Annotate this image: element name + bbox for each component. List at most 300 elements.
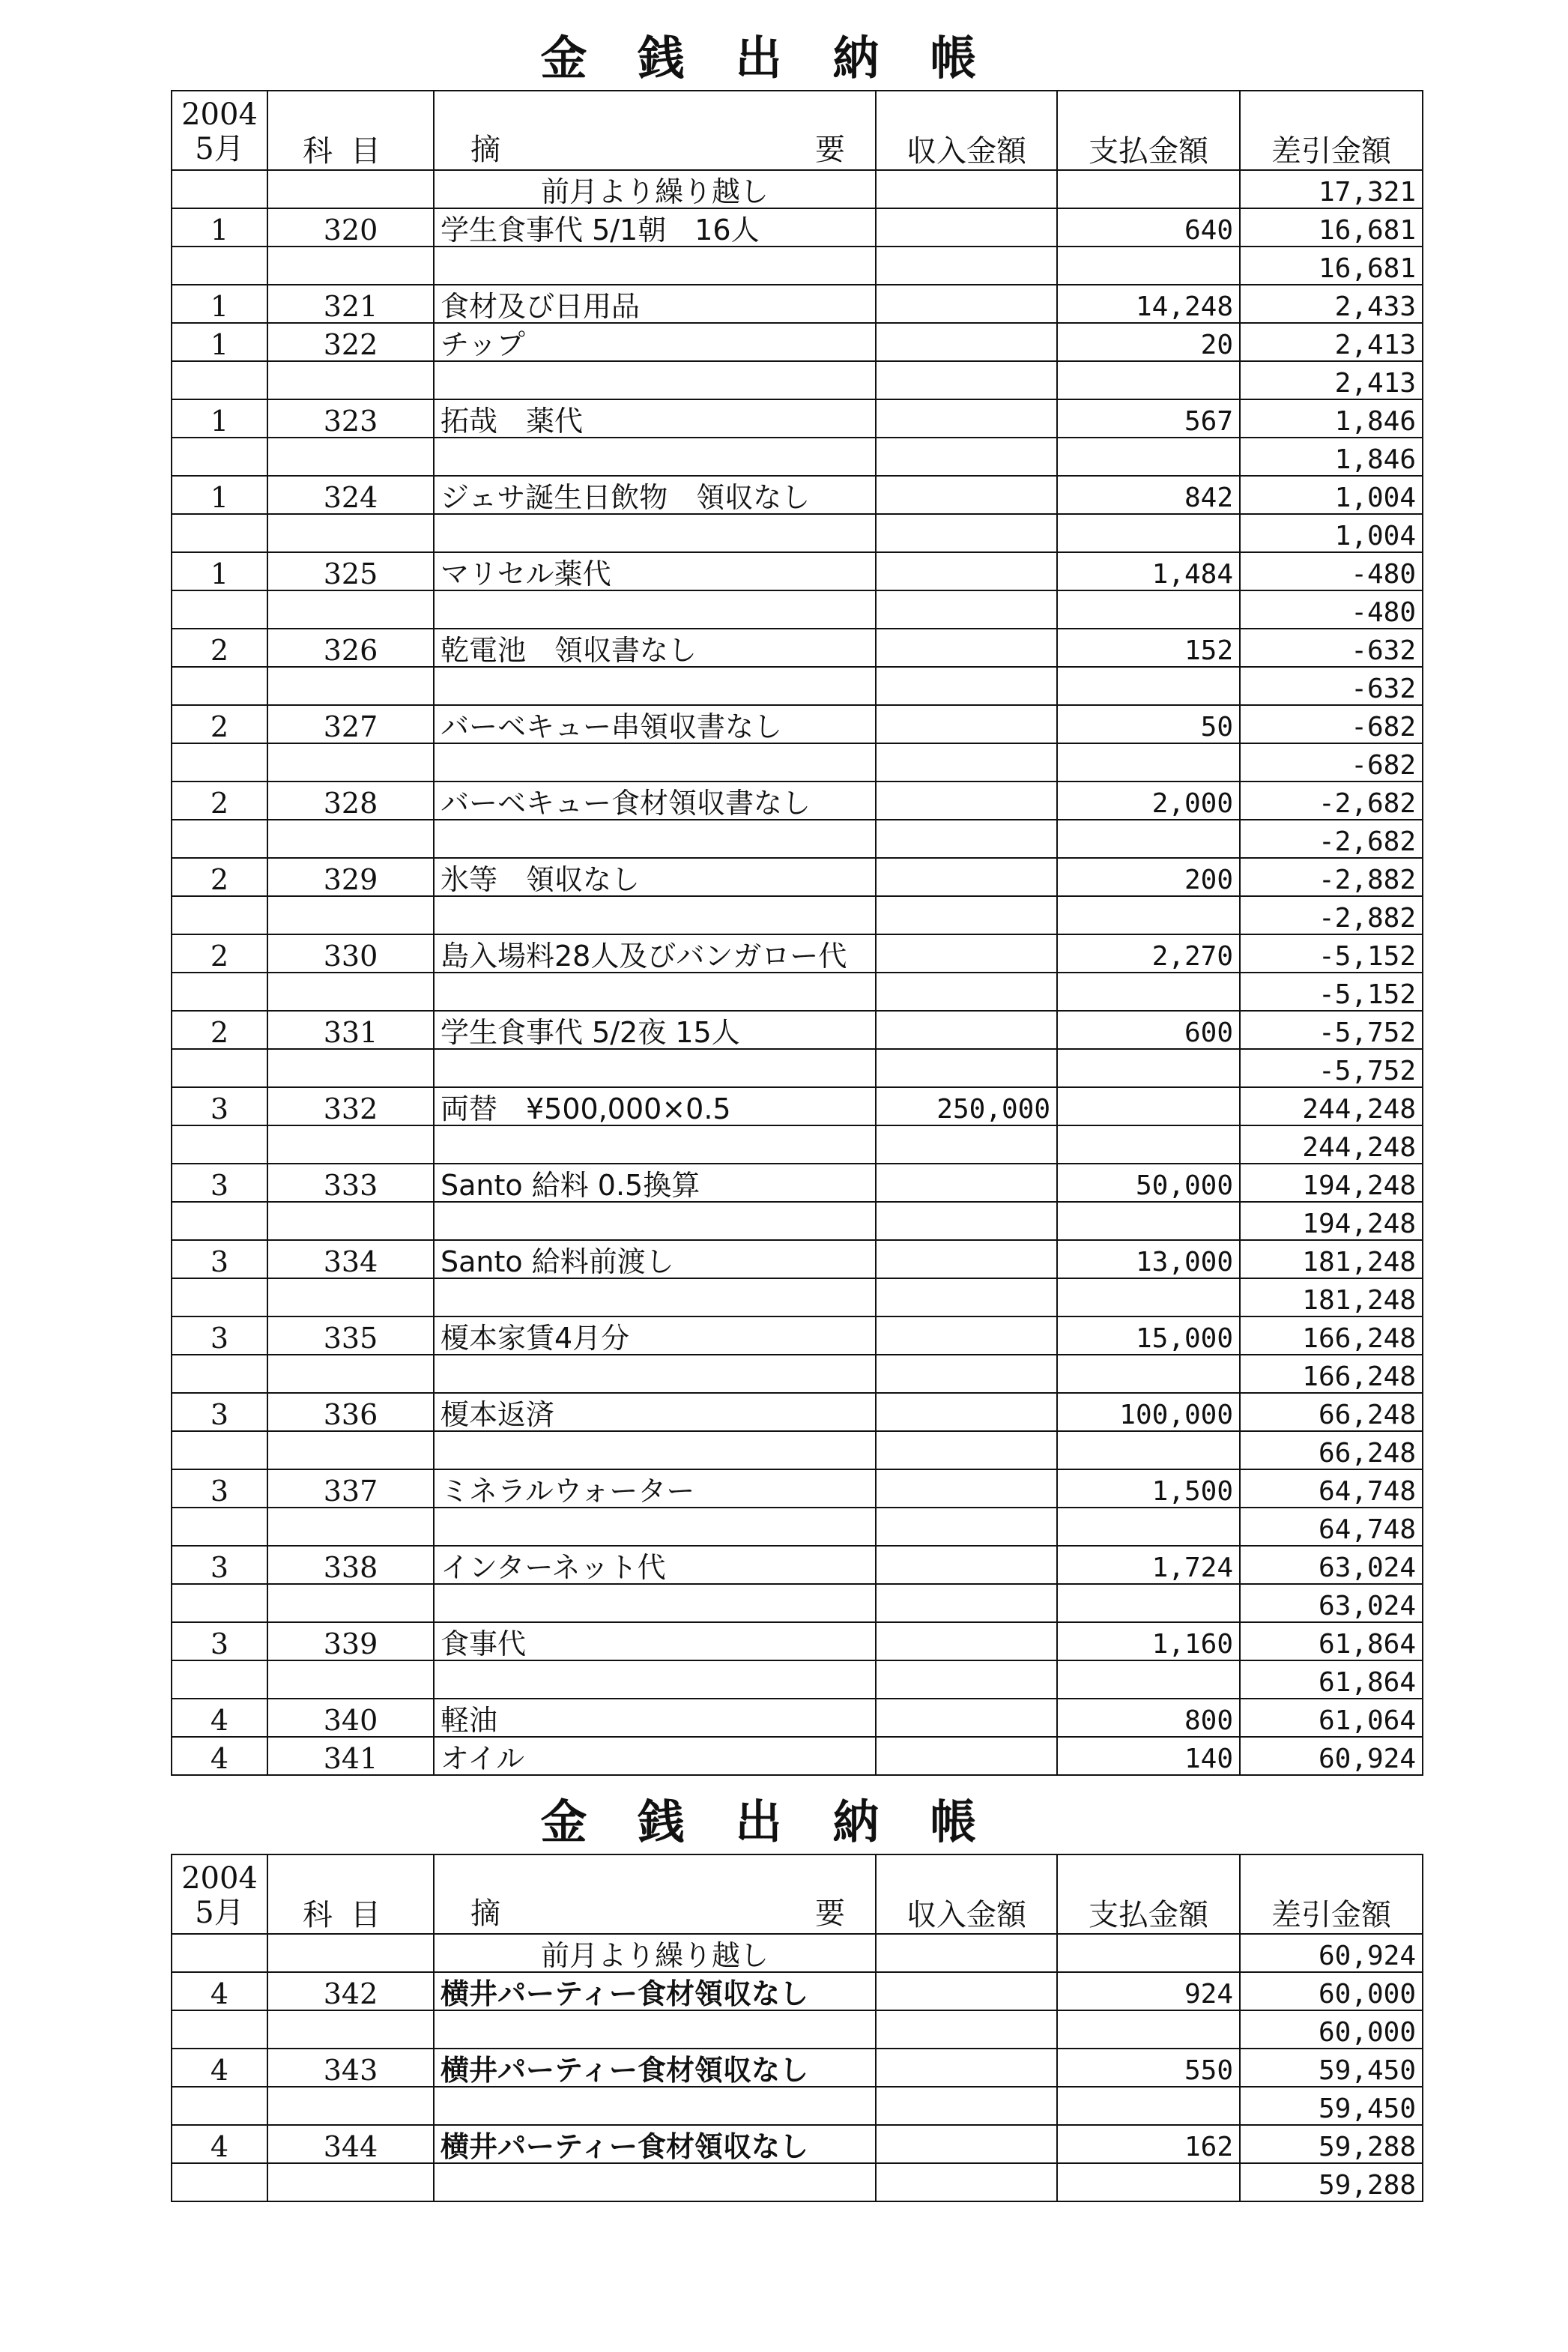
cell-description: 学生食事代 5/1朝 16人 (434, 208, 876, 247)
cell-account-code (267, 1584, 434, 1622)
cell-income (876, 1125, 1057, 1164)
cell-description: マリセル薬代 (434, 552, 876, 590)
cell-description (434, 896, 876, 934)
cell-income (876, 1508, 1057, 1546)
ledger-body (172, 170, 1423, 1775)
cell-balance: 1,846 (1240, 438, 1423, 476)
cell-income (876, 2010, 1057, 2049)
cell-balance: 16,681 (1240, 208, 1423, 247)
cell-description: 榎本家賃4月分 (434, 1316, 876, 1355)
cell-description (434, 361, 876, 399)
header-month: 5月 (195, 132, 244, 166)
cell-description: 島入場料28人及びバンガロー代 (434, 934, 876, 973)
table-row (172, 896, 1423, 934)
cell-balance: 61,864 (1240, 1622, 1423, 1660)
cell-description (434, 743, 876, 782)
table-row (172, 1546, 1423, 1584)
cell-description (434, 1355, 876, 1393)
cell-balance: 60,000 (1240, 1972, 1423, 2010)
cell-balance: 2,413 (1240, 323, 1423, 361)
cell-account-code: 329 (267, 858, 434, 896)
cell-day (172, 361, 267, 399)
cell-description: オイル (434, 1737, 876, 1775)
cell-payment: 140 (1057, 1737, 1240, 1775)
table-row (172, 2163, 1423, 2201)
cell-payment (1057, 2010, 1240, 2049)
table-row (172, 1164, 1423, 1202)
table-row (172, 820, 1423, 858)
cell-account-code (267, 1202, 434, 1240)
cell-day: 3 (172, 1240, 267, 1278)
header-code: 科目 (267, 1854, 434, 1934)
cell-balance: -2,882 (1240, 896, 1423, 934)
cell-balance: -682 (1240, 743, 1423, 782)
cell-payment: 100,000 (1057, 1393, 1240, 1431)
cell-account-code (267, 438, 434, 476)
cell-day (172, 1508, 267, 1546)
cell-description (434, 1202, 876, 1240)
cell-income (876, 2049, 1057, 2087)
cell-account-code (267, 1508, 434, 1546)
cell-payment: 200 (1057, 858, 1240, 896)
table-row (172, 247, 1423, 285)
cell-day: 1 (172, 399, 267, 438)
cell-payment: 800 (1057, 1699, 1240, 1737)
cell-balance: -2,682 (1240, 820, 1423, 858)
cell-payment: 13,000 (1057, 1240, 1240, 1278)
header-income: 収入金額 (876, 91, 1057, 170)
cell-description (434, 1049, 876, 1087)
cell-payment (1057, 1508, 1240, 1546)
cell-description (434, 1125, 876, 1164)
cell-description (434, 2010, 876, 2049)
cell-income (876, 1278, 1057, 1316)
table-row (172, 782, 1423, 820)
header-balance: 差引金額 (1240, 1854, 1423, 1934)
table-row (172, 1699, 1423, 1737)
table-row (172, 323, 1423, 361)
table-row (172, 1011, 1423, 1049)
ledger-title: 金銭出納帳 (540, 1795, 1028, 1849)
header-balance: 差引金額 (1240, 91, 1423, 170)
cell-day (172, 1355, 267, 1393)
cell-description: チップ (434, 323, 876, 361)
cell-balance: 17,321 (1240, 170, 1423, 208)
cell-account-code (267, 2087, 434, 2125)
cell-day: 3 (172, 1164, 267, 1202)
header-payment: 支払金額 (1057, 91, 1240, 170)
cell-payment (1057, 820, 1240, 858)
cell-income (876, 590, 1057, 629)
cell-description: 軽油 (434, 1699, 876, 1737)
cell-description (434, 1660, 876, 1699)
cell-payment: 2,270 (1057, 934, 1240, 973)
cell-account-code (267, 170, 434, 208)
cell-payment (1057, 1087, 1240, 1125)
cell-balance: 63,024 (1240, 1584, 1423, 1622)
cell-description: 両替 ¥500,000×0.5 (434, 1087, 876, 1125)
cell-day: 3 (172, 1622, 267, 1660)
cell-income (876, 1584, 1057, 1622)
cell-payment: 14,248 (1057, 285, 1240, 323)
header-income: 収入金額 (876, 1854, 1057, 1934)
cell-description: 食材及び日用品 (434, 285, 876, 323)
cell-day (172, 590, 267, 629)
cell-income (876, 1355, 1057, 1393)
table-row (172, 2049, 1423, 2087)
cell-day: 1 (172, 285, 267, 323)
table-row (172, 667, 1423, 705)
cell-account-code (267, 1660, 434, 1699)
cell-income (876, 476, 1057, 514)
cell-income (876, 896, 1057, 934)
cell-day: 3 (172, 1393, 267, 1431)
cell-description (434, 1278, 876, 1316)
cell-balance: 166,248 (1240, 1316, 1423, 1355)
cell-description (434, 2087, 876, 2125)
cell-account-code: 338 (267, 1546, 434, 1584)
cell-balance: -2,682 (1240, 782, 1423, 820)
cell-payment (1057, 1431, 1240, 1469)
cell-income (876, 2125, 1057, 2163)
cell-day (172, 743, 267, 782)
header-code: 科目 (267, 91, 434, 170)
cell-balance: 244,248 (1240, 1125, 1423, 1164)
cell-payment: 842 (1057, 476, 1240, 514)
cell-balance: 66,248 (1240, 1393, 1423, 1431)
cell-description: 横井パーティー食材領収なし (434, 2125, 876, 2163)
cell-day: 2 (172, 1011, 267, 1049)
table-row (172, 438, 1423, 476)
cell-day (172, 1660, 267, 1699)
ledger-table (171, 1854, 1423, 2202)
ledger-header-row (172, 1854, 1423, 1934)
ledger-body (172, 1934, 1423, 2201)
cell-description: ジェサ誕生日飲物 領収なし (434, 476, 876, 514)
cell-description: 拓哉 薬代 (434, 399, 876, 438)
header-year: 2004 (181, 97, 258, 132)
cell-account-code (267, 1049, 434, 1087)
cell-account-code (267, 247, 434, 285)
cell-payment (1057, 1278, 1240, 1316)
cell-description (434, 973, 876, 1011)
header-month: 5月 (195, 1896, 244, 1930)
cell-account-code: 339 (267, 1622, 434, 1660)
cell-balance: 166,248 (1240, 1355, 1423, 1393)
cell-account-code (267, 667, 434, 705)
cell-income (876, 782, 1057, 820)
cell-description: Santo 給料前渡し (434, 1240, 876, 1278)
cell-day (172, 1049, 267, 1087)
cell-balance: 1,846 (1240, 399, 1423, 438)
cell-balance: -5,152 (1240, 934, 1423, 973)
table-row (172, 1508, 1423, 1546)
cell-description: インターネット代 (434, 1546, 876, 1584)
cell-payment: 1,484 (1057, 552, 1240, 590)
cell-account-code: 323 (267, 399, 434, 438)
cell-balance: 64,748 (1240, 1508, 1423, 1546)
cell-balance: 194,248 (1240, 1164, 1423, 1202)
cell-payment: 50 (1057, 705, 1240, 743)
cell-payment (1057, 1584, 1240, 1622)
cell-payment (1057, 1355, 1240, 1393)
table-row (172, 514, 1423, 552)
table-row (172, 1431, 1423, 1469)
cell-payment (1057, 1202, 1240, 1240)
table-row (172, 1087, 1423, 1125)
cell-payment (1057, 2087, 1240, 2125)
table-row (172, 973, 1423, 1011)
cell-balance: -5,152 (1240, 973, 1423, 1011)
cell-account-code: 337 (267, 1469, 434, 1508)
table-row (172, 361, 1423, 399)
cell-payment (1057, 743, 1240, 782)
table-row (172, 743, 1423, 782)
cell-day (172, 1584, 267, 1622)
cell-account-code (267, 1431, 434, 1469)
cell-payment: 20 (1057, 323, 1240, 361)
cell-account-code: 343 (267, 2049, 434, 2087)
cell-account-code: 327 (267, 705, 434, 743)
cell-balance: -480 (1240, 590, 1423, 629)
cell-account-code: 336 (267, 1393, 434, 1431)
cell-payment (1057, 1125, 1240, 1164)
cell-balance: 244,248 (1240, 1087, 1423, 1125)
header-description (434, 1854, 876, 1934)
table-row (172, 705, 1423, 743)
cell-balance: 16,681 (1240, 247, 1423, 285)
cell-payment: 924 (1057, 1972, 1240, 2010)
table-row (172, 1660, 1423, 1699)
cell-day (172, 896, 267, 934)
cell-description: 前月より繰り越し (434, 1934, 876, 1972)
cell-payment: 640 (1057, 208, 1240, 247)
cell-account-code (267, 2163, 434, 2201)
cell-description: 乾電池 領収書なし (434, 629, 876, 667)
cell-income (876, 1699, 1057, 1737)
cell-day: 4 (172, 1699, 267, 1737)
cell-description (434, 2163, 876, 2201)
cell-payment: 152 (1057, 629, 1240, 667)
cell-account-code: 340 (267, 1699, 434, 1737)
cell-payment (1057, 973, 1240, 1011)
cell-payment: 550 (1057, 2049, 1240, 2087)
header-desc-left: 摘 (470, 133, 500, 167)
cell-balance: 194,248 (1240, 1202, 1423, 1240)
cell-balance: 59,288 (1240, 2163, 1423, 2201)
cell-income (876, 2163, 1057, 2201)
table-row (172, 399, 1423, 438)
cell-balance: -5,752 (1240, 1049, 1423, 1087)
cell-day (172, 247, 267, 285)
cell-balance: 59,450 (1240, 2087, 1423, 2125)
cell-income (876, 247, 1057, 285)
cell-payment (1057, 170, 1240, 208)
cell-description: 氷等 領収なし (434, 858, 876, 896)
table-row (172, 934, 1423, 973)
cell-day (172, 973, 267, 1011)
cell-payment (1057, 667, 1240, 705)
cell-day (172, 170, 267, 208)
cell-income (876, 1469, 1057, 1508)
cell-payment: 50,000 (1057, 1164, 1240, 1202)
cell-day: 4 (172, 2125, 267, 2163)
cell-income (876, 1393, 1057, 1431)
table-row (172, 1355, 1423, 1393)
cell-day: 4 (172, 2049, 267, 2087)
cell-description (434, 1508, 876, 1546)
cell-account-code: 331 (267, 1011, 434, 1049)
header-description (434, 91, 876, 170)
cell-payment: 1,500 (1057, 1469, 1240, 1508)
cell-balance: -632 (1240, 667, 1423, 705)
cell-day: 3 (172, 1087, 267, 1125)
cell-description: Santo 給料 0.5換算 (434, 1164, 876, 1202)
cell-day: 2 (172, 782, 267, 820)
cell-day (172, 438, 267, 476)
cell-account-code (267, 590, 434, 629)
table-row (172, 170, 1423, 208)
cell-balance: 59,288 (1240, 2125, 1423, 2163)
cell-income (876, 208, 1057, 247)
cell-day: 1 (172, 323, 267, 361)
cell-income (876, 1011, 1057, 1049)
cell-payment (1057, 514, 1240, 552)
cell-account-code: 344 (267, 2125, 434, 2163)
cell-balance: 63,024 (1240, 1546, 1423, 1584)
table-row (172, 2125, 1423, 2163)
cell-account-code (267, 1934, 434, 1972)
cell-day: 4 (172, 1737, 267, 1775)
table-row (172, 285, 1423, 323)
ledger-title: 金銭出納帳 (540, 31, 1028, 85)
table-row (172, 629, 1423, 667)
table-row (172, 476, 1423, 514)
cell-payment: 600 (1057, 1011, 1240, 1049)
cell-payment (1057, 1660, 1240, 1699)
cell-description: 横井パーティー食材領収なし (434, 2049, 876, 2087)
cell-account-code: 342 (267, 1972, 434, 2010)
cell-balance: 61,864 (1240, 1660, 1423, 1699)
header-date (172, 1854, 267, 1934)
ledger-table (171, 90, 1423, 1776)
cell-income (876, 934, 1057, 973)
header-desc-right: 要 (815, 1896, 845, 1931)
cell-income (876, 705, 1057, 743)
cell-income (876, 973, 1057, 1011)
cell-balance: 181,248 (1240, 1240, 1423, 1278)
cell-payment (1057, 896, 1240, 934)
cell-balance: 60,000 (1240, 2010, 1423, 2049)
cell-description (434, 438, 876, 476)
cell-income (876, 1316, 1057, 1355)
cell-description: 榎本返済 (434, 1393, 876, 1431)
cell-income (876, 743, 1057, 782)
cell-income (876, 1164, 1057, 1202)
cell-payment: 162 (1057, 2125, 1240, 2163)
header-payment: 支払金額 (1057, 1854, 1240, 1934)
cell-account-code (267, 1278, 434, 1316)
cell-description: 食事代 (434, 1622, 876, 1660)
cell-payment (1057, 590, 1240, 629)
cell-income (876, 1049, 1057, 1087)
cell-description: バーベキュー食材領収書なし (434, 782, 876, 820)
table-row (172, 1316, 1423, 1355)
cell-account-code: 332 (267, 1087, 434, 1125)
table-row (172, 1469, 1423, 1508)
table-row (172, 1737, 1423, 1775)
table-row (172, 1049, 1423, 1087)
cell-balance: -480 (1240, 552, 1423, 590)
header-desc-left: 摘 (470, 1896, 500, 1931)
header-desc-right: 要 (815, 133, 845, 167)
cell-payment (1057, 2163, 1240, 2201)
cell-income (876, 285, 1057, 323)
cell-account-code (267, 2010, 434, 2049)
cell-balance: -5,752 (1240, 1011, 1423, 1049)
cell-day (172, 1431, 267, 1469)
cell-account-code: 322 (267, 323, 434, 361)
cell-balance: 1,004 (1240, 514, 1423, 552)
cell-description: バーベキュー串領収書なし (434, 705, 876, 743)
cell-day: 1 (172, 208, 267, 247)
cell-balance: 2,413 (1240, 361, 1423, 399)
cell-day (172, 514, 267, 552)
table-row (172, 1622, 1423, 1660)
table-row (172, 590, 1423, 629)
cell-payment: 1,160 (1057, 1622, 1240, 1660)
cell-balance: 60,924 (1240, 1934, 1423, 1972)
cell-day: 2 (172, 629, 267, 667)
cell-payment (1057, 1049, 1240, 1087)
cell-account-code: 328 (267, 782, 434, 820)
table-row (172, 2010, 1423, 2049)
cell-payment: 1,724 (1057, 1546, 1240, 1584)
table-row (172, 208, 1423, 247)
cell-description (434, 820, 876, 858)
cell-account-code: 325 (267, 552, 434, 590)
cell-income (876, 361, 1057, 399)
cell-income (876, 1972, 1057, 2010)
cell-account-code: 334 (267, 1240, 434, 1278)
cell-day (172, 1202, 267, 1240)
cell-description (434, 247, 876, 285)
cell-payment (1057, 247, 1240, 285)
cell-balance: -632 (1240, 629, 1423, 667)
cell-income (876, 858, 1057, 896)
cell-balance: -2,882 (1240, 858, 1423, 896)
cell-account-code (267, 973, 434, 1011)
table-row (172, 1202, 1423, 1240)
cell-day (172, 1278, 267, 1316)
cell-balance: 1,004 (1240, 476, 1423, 514)
cell-day (172, 2087, 267, 2125)
cell-balance: 60,924 (1240, 1737, 1423, 1775)
cell-income (876, 667, 1057, 705)
cell-day: 2 (172, 705, 267, 743)
cell-day: 3 (172, 1546, 267, 1584)
table-row (172, 1972, 1423, 2010)
cell-account-code (267, 1355, 434, 1393)
table-row (172, 1934, 1423, 1972)
cell-description: 学生食事代 5/2夜 15人 (434, 1011, 876, 1049)
cell-account-code (267, 743, 434, 782)
header-year: 2004 (181, 1861, 258, 1896)
cell-day: 4 (172, 1972, 267, 2010)
cell-balance: -682 (1240, 705, 1423, 743)
cell-account-code: 341 (267, 1737, 434, 1775)
cell-description (434, 514, 876, 552)
